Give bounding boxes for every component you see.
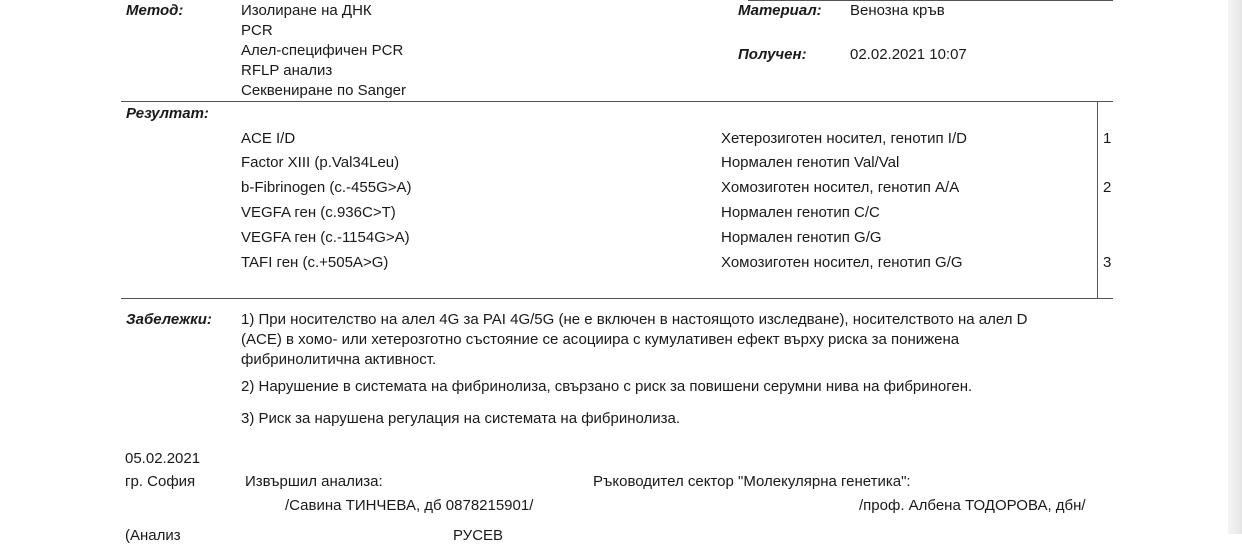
result-note-ref: 3 bbox=[1103, 254, 1112, 271]
material-value: Венозна кръв bbox=[850, 2, 945, 19]
result-note-ref: 2 bbox=[1103, 179, 1112, 196]
result-test: ACE I/D bbox=[241, 130, 296, 147]
head-of-sector-label: Ръководител сектор "Молекулярна генетика": bbox=[593, 473, 911, 490]
report-city: гр. София bbox=[125, 473, 196, 490]
results-bottom-divider bbox=[121, 298, 1113, 299]
result-note-ref: 1 bbox=[1103, 130, 1112, 147]
result-value: Нормален генотип C/C bbox=[721, 204, 880, 221]
result-test: TAFI ген (c.+505A>G) bbox=[241, 254, 389, 271]
results-top-divider bbox=[121, 101, 1113, 102]
remark-item: 3) Риск за нарушена регулация на системата на фибринолиза. bbox=[241, 410, 681, 427]
remarks-label: Забележки: bbox=[126, 311, 212, 328]
method-label: Метод: bbox=[126, 2, 184, 19]
result-test: Factor XIII (p.Val34Leu) bbox=[241, 154, 400, 171]
cut-off-text-left: (Анализ bbox=[125, 527, 181, 544]
report-date: 05.02.2021 bbox=[125, 450, 201, 467]
notes-column-divider bbox=[1097, 101, 1098, 299]
result-value: Хомозиготен носител, генотип A/A bbox=[721, 179, 960, 196]
head-of-sector-name: /проф. Албена ТОДОРОВА, дбн/ bbox=[859, 497, 1086, 514]
result-value: Нормален генотип G/G bbox=[721, 229, 882, 246]
result-value: Хомозиготен носител, генотип G/G bbox=[721, 254, 963, 271]
material-label: Материал: bbox=[738, 2, 822, 19]
result-value: Хетерозиготен носител, генотип I/D bbox=[721, 130, 967, 147]
method-item: Секвениране по Sanger bbox=[241, 82, 407, 99]
result-value: Нормален генотип Val/Val bbox=[721, 154, 900, 171]
result-test: VEGFA ген (c.-1154G>A) bbox=[241, 229, 410, 246]
results-label: Резултат: bbox=[126, 105, 209, 122]
remark-item: 2) Нарушение в системата на фибринолиза, свързано с риск за повишени серумни нива на фибриноген. bbox=[241, 378, 973, 395]
performed-by-name: /Савина ТИНЧЕВА, дб 0878215901/ bbox=[285, 497, 534, 514]
received-value: 02.02.2021 10:07 bbox=[850, 46, 967, 63]
received-label: Получен: bbox=[738, 46, 807, 63]
method-item: Изолиране на ДНК bbox=[241, 2, 372, 19]
result-test: b-Fibrinogen (c.-455G>A) bbox=[241, 179, 412, 196]
page-edge-shadow bbox=[1228, 0, 1242, 534]
method-item: RFLP анализ bbox=[241, 62, 333, 79]
remark-item: 1) При носителство на алел 4G за PAI 4G/5G (не е включен в настоящото изследване), носителството на алел D (ACE) в хомо- или хетерозготно състояние се асоциира с кумулативен ефект върху риска за понижена фибринолитична активност. bbox=[241, 311, 1028, 368]
method-item: PCR bbox=[241, 22, 273, 39]
cut-off-text-mid: РУСЕВ bbox=[453, 527, 504, 544]
performed-by-label: Извършил анализа: bbox=[245, 473, 383, 490]
result-test: VEGFA ген (c.936C>T) bbox=[241, 204, 396, 221]
method-item: Алел-специфичен PCR bbox=[241, 42, 404, 59]
